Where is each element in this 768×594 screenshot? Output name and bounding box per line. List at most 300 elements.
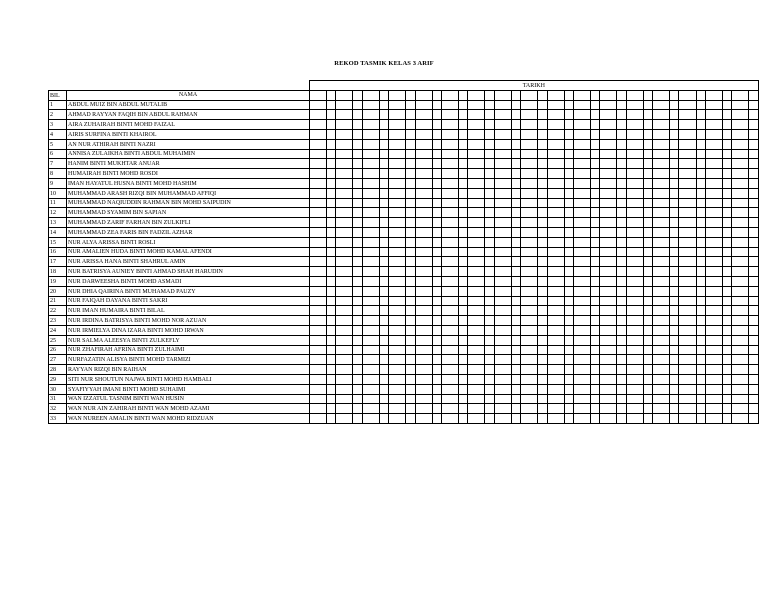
- tasmik-cell[interactable]: [670, 345, 679, 355]
- tasmik-cell[interactable]: [327, 208, 336, 218]
- tasmik-cell[interactable]: [538, 355, 547, 365]
- tasmik-cell[interactable]: [379, 159, 388, 169]
- tasmik-cell[interactable]: [573, 335, 590, 345]
- tasmik-cell[interactable]: [511, 414, 520, 424]
- tasmik-cell[interactable]: [441, 257, 458, 267]
- tasmik-cell[interactable]: [617, 355, 626, 365]
- tasmik-cell[interactable]: [564, 208, 573, 218]
- tasmik-cell[interactable]: [749, 394, 758, 404]
- tasmik-cell[interactable]: [511, 325, 520, 335]
- tasmik-cell[interactable]: [432, 227, 441, 237]
- tasmik-cell[interactable]: [722, 208, 731, 218]
- tasmik-cell[interactable]: [415, 365, 432, 375]
- tasmik-cell[interactable]: [626, 208, 643, 218]
- tasmik-cell[interactable]: [511, 345, 520, 355]
- tasmik-cell[interactable]: [415, 188, 432, 198]
- tasmik-cell[interactable]: [432, 149, 441, 159]
- tasmik-cell[interactable]: [310, 247, 327, 257]
- tasmik-cell[interactable]: [591, 129, 600, 139]
- date-cell[interactable]: [670, 90, 679, 100]
- tasmik-cell[interactable]: [379, 227, 388, 237]
- tasmik-cell[interactable]: [749, 100, 758, 110]
- tasmik-cell[interactable]: [573, 257, 590, 267]
- tasmik-cell[interactable]: [564, 267, 573, 277]
- tasmik-cell[interactable]: [468, 247, 485, 257]
- tasmik-cell[interactable]: [679, 365, 696, 375]
- tasmik-cell[interactable]: [696, 316, 705, 326]
- tasmik-cell[interactable]: [653, 296, 670, 306]
- tasmik-cell[interactable]: [670, 267, 679, 277]
- tasmik-cell[interactable]: [732, 139, 749, 149]
- tasmik-cell[interactable]: [749, 188, 758, 198]
- tasmik-cell[interactable]: [362, 120, 379, 130]
- tasmik-cell[interactable]: [336, 267, 353, 277]
- tasmik-cell[interactable]: [696, 306, 705, 316]
- tasmik-cell[interactable]: [362, 110, 379, 120]
- tasmik-cell[interactable]: [670, 404, 679, 414]
- tasmik-cell[interactable]: [432, 257, 441, 267]
- tasmik-cell[interactable]: [336, 149, 353, 159]
- tasmik-cell[interactable]: [521, 110, 538, 120]
- tasmik-cell[interactable]: [415, 129, 432, 139]
- tasmik-cell[interactable]: [696, 188, 705, 198]
- tasmik-cell[interactable]: [600, 374, 617, 384]
- tasmik-cell[interactable]: [732, 159, 749, 169]
- tasmik-cell[interactable]: [643, 129, 652, 139]
- tasmik-cell[interactable]: [653, 414, 670, 424]
- tasmik-cell[interactable]: [353, 139, 362, 149]
- tasmik-cell[interactable]: [670, 188, 679, 198]
- tasmik-cell[interactable]: [336, 345, 353, 355]
- tasmik-cell[interactable]: [643, 267, 652, 277]
- tasmik-cell[interactable]: [494, 276, 511, 286]
- tasmik-cell[interactable]: [547, 100, 564, 110]
- tasmik-cell[interactable]: [643, 169, 652, 179]
- tasmik-cell[interactable]: [564, 100, 573, 110]
- tasmik-cell[interactable]: [573, 394, 590, 404]
- tasmik-cell[interactable]: [310, 257, 327, 267]
- tasmik-cell[interactable]: [617, 227, 626, 237]
- tasmik-cell[interactable]: [670, 335, 679, 345]
- tasmik-cell[interactable]: [468, 139, 485, 149]
- tasmik-cell[interactable]: [617, 257, 626, 267]
- tasmik-cell[interactable]: [617, 404, 626, 414]
- tasmik-cell[interactable]: [732, 100, 749, 110]
- tasmik-cell[interactable]: [494, 316, 511, 326]
- tasmik-cell[interactable]: [494, 208, 511, 218]
- tasmik-cell[interactable]: [406, 169, 415, 179]
- tasmik-cell[interactable]: [336, 316, 353, 326]
- tasmik-cell[interactable]: [538, 159, 547, 169]
- tasmik-cell[interactable]: [564, 325, 573, 335]
- tasmik-cell[interactable]: [722, 257, 731, 267]
- tasmik-cell[interactable]: [705, 345, 722, 355]
- tasmik-cell[interactable]: [749, 208, 758, 218]
- date-cell[interactable]: [600, 90, 617, 100]
- tasmik-cell[interactable]: [336, 355, 353, 365]
- tasmik-cell[interactable]: [521, 404, 538, 414]
- tasmik-cell[interactable]: [670, 208, 679, 218]
- tasmik-cell[interactable]: [696, 276, 705, 286]
- tasmik-cell[interactable]: [327, 335, 336, 345]
- tasmik-cell[interactable]: [538, 188, 547, 198]
- tasmik-cell[interactable]: [600, 345, 617, 355]
- tasmik-cell[interactable]: [379, 384, 388, 394]
- tasmik-cell[interactable]: [432, 218, 441, 228]
- tasmik-cell[interactable]: [749, 267, 758, 277]
- tasmik-cell[interactable]: [415, 345, 432, 355]
- tasmik-cell[interactable]: [511, 139, 520, 149]
- tasmik-cell[interactable]: [441, 355, 458, 365]
- tasmik-cell[interactable]: [441, 414, 458, 424]
- tasmik-cell[interactable]: [511, 227, 520, 237]
- tasmik-cell[interactable]: [336, 276, 353, 286]
- tasmik-cell[interactable]: [485, 139, 494, 149]
- tasmik-cell[interactable]: [327, 129, 336, 139]
- tasmik-cell[interactable]: [600, 296, 617, 306]
- tasmik-cell[interactable]: [749, 129, 758, 139]
- tasmik-cell[interactable]: [432, 188, 441, 198]
- tasmik-cell[interactable]: [600, 139, 617, 149]
- tasmik-cell[interactable]: [626, 296, 643, 306]
- tasmik-cell[interactable]: [521, 188, 538, 198]
- tasmik-cell[interactable]: [336, 247, 353, 257]
- tasmik-cell[interactable]: [485, 100, 494, 110]
- tasmik-cell[interactable]: [485, 286, 494, 296]
- tasmik-cell[interactable]: [336, 188, 353, 198]
- tasmik-cell[interactable]: [353, 316, 362, 326]
- tasmik-cell[interactable]: [547, 139, 564, 149]
- tasmik-cell[interactable]: [406, 374, 415, 384]
- tasmik-cell[interactable]: [670, 149, 679, 159]
- tasmik-cell[interactable]: [538, 178, 547, 188]
- tasmik-cell[interactable]: [573, 296, 590, 306]
- tasmik-cell[interactable]: [511, 365, 520, 375]
- tasmik-cell[interactable]: [521, 149, 538, 159]
- tasmik-cell[interactable]: [468, 257, 485, 267]
- tasmik-cell[interactable]: [310, 316, 327, 326]
- tasmik-cell[interactable]: [362, 188, 379, 198]
- tasmik-cell[interactable]: [705, 110, 722, 120]
- tasmik-cell[interactable]: [511, 120, 520, 130]
- tasmik-cell[interactable]: [511, 198, 520, 208]
- tasmik-cell[interactable]: [415, 306, 432, 316]
- tasmik-cell[interactable]: [564, 247, 573, 257]
- tasmik-cell[interactable]: [547, 257, 564, 267]
- tasmik-cell[interactable]: [643, 355, 652, 365]
- tasmik-cell[interactable]: [732, 316, 749, 326]
- tasmik-cell[interactable]: [732, 345, 749, 355]
- tasmik-cell[interactable]: [573, 384, 590, 394]
- tasmik-cell[interactable]: [547, 276, 564, 286]
- tasmik-cell[interactable]: [362, 374, 379, 384]
- tasmik-cell[interactable]: [591, 139, 600, 149]
- tasmik-cell[interactable]: [327, 169, 336, 179]
- tasmik-cell[interactable]: [591, 306, 600, 316]
- tasmik-cell[interactable]: [564, 237, 573, 247]
- tasmik-cell[interactable]: [626, 374, 643, 384]
- tasmik-cell[interactable]: [705, 139, 722, 149]
- tasmik-cell[interactable]: [573, 110, 590, 120]
- tasmik-cell[interactable]: [643, 257, 652, 267]
- tasmik-cell[interactable]: [406, 316, 415, 326]
- tasmik-cell[interactable]: [494, 139, 511, 149]
- tasmik-cell[interactable]: [705, 169, 722, 179]
- tasmik-cell[interactable]: [626, 384, 643, 394]
- tasmik-cell[interactable]: [327, 286, 336, 296]
- tasmik-cell[interactable]: [494, 227, 511, 237]
- tasmik-cell[interactable]: [406, 247, 415, 257]
- tasmik-cell[interactable]: [389, 296, 406, 306]
- tasmik-cell[interactable]: [617, 374, 626, 384]
- tasmik-cell[interactable]: [626, 169, 643, 179]
- tasmik-cell[interactable]: [327, 120, 336, 130]
- tasmik-cell[interactable]: [538, 227, 547, 237]
- tasmik-cell[interactable]: [705, 316, 722, 326]
- tasmik-cell[interactable]: [459, 404, 468, 414]
- tasmik-cell[interactable]: [494, 218, 511, 228]
- tasmik-cell[interactable]: [679, 414, 696, 424]
- tasmik-cell[interactable]: [389, 286, 406, 296]
- tasmik-cell[interactable]: [600, 188, 617, 198]
- tasmik-cell[interactable]: [670, 247, 679, 257]
- tasmik-cell[interactable]: [538, 149, 547, 159]
- tasmik-cell[interactable]: [432, 247, 441, 257]
- tasmik-cell[interactable]: [362, 276, 379, 286]
- tasmik-cell[interactable]: [459, 257, 468, 267]
- tasmik-cell[interactable]: [415, 218, 432, 228]
- tasmik-cell[interactable]: [591, 178, 600, 188]
- tasmik-cell[interactable]: [521, 296, 538, 306]
- tasmik-cell[interactable]: [511, 286, 520, 296]
- tasmik-cell[interactable]: [353, 227, 362, 237]
- tasmik-cell[interactable]: [485, 110, 494, 120]
- date-cell[interactable]: [547, 90, 564, 100]
- tasmik-cell[interactable]: [459, 345, 468, 355]
- tasmik-cell[interactable]: [521, 286, 538, 296]
- tasmik-cell[interactable]: [679, 286, 696, 296]
- tasmik-cell[interactable]: [432, 335, 441, 345]
- tasmik-cell[interactable]: [485, 404, 494, 414]
- tasmik-cell[interactable]: [679, 247, 696, 257]
- tasmik-cell[interactable]: [441, 316, 458, 326]
- tasmik-cell[interactable]: [653, 169, 670, 179]
- tasmik-cell[interactable]: [617, 325, 626, 335]
- tasmik-cell[interactable]: [564, 384, 573, 394]
- tasmik-cell[interactable]: [573, 149, 590, 159]
- tasmik-cell[interactable]: [441, 100, 458, 110]
- tasmik-cell[interactable]: [617, 178, 626, 188]
- tasmik-cell[interactable]: [600, 120, 617, 130]
- tasmik-cell[interactable]: [643, 178, 652, 188]
- tasmik-cell[interactable]: [468, 100, 485, 110]
- tasmik-cell[interactable]: [310, 355, 327, 365]
- tasmik-cell[interactable]: [600, 286, 617, 296]
- tasmik-cell[interactable]: [327, 227, 336, 237]
- tasmik-cell[interactable]: [643, 296, 652, 306]
- tasmik-cell[interactable]: [432, 365, 441, 375]
- date-cell[interactable]: [705, 90, 722, 100]
- tasmik-cell[interactable]: [600, 218, 617, 228]
- tasmik-cell[interactable]: [327, 100, 336, 110]
- tasmik-cell[interactable]: [653, 198, 670, 208]
- tasmik-cell[interactable]: [353, 218, 362, 228]
- tasmik-cell[interactable]: [722, 306, 731, 316]
- tasmik-cell[interactable]: [379, 306, 388, 316]
- tasmik-cell[interactable]: [432, 394, 441, 404]
- tasmik-cell[interactable]: [591, 296, 600, 306]
- tasmik-cell[interactable]: [564, 345, 573, 355]
- tasmik-cell[interactable]: [670, 276, 679, 286]
- tasmik-cell[interactable]: [415, 374, 432, 384]
- date-cell[interactable]: [327, 90, 336, 100]
- tasmik-cell[interactable]: [538, 296, 547, 306]
- tasmik-cell[interactable]: [670, 227, 679, 237]
- tasmik-cell[interactable]: [653, 345, 670, 355]
- tasmik-cell[interactable]: [564, 296, 573, 306]
- tasmik-cell[interactable]: [485, 257, 494, 267]
- tasmik-cell[interactable]: [564, 110, 573, 120]
- tasmik-cell[interactable]: [432, 316, 441, 326]
- tasmik-cell[interactable]: [389, 198, 406, 208]
- tasmik-cell[interactable]: [573, 325, 590, 335]
- tasmik-cell[interactable]: [310, 296, 327, 306]
- tasmik-cell[interactable]: [626, 306, 643, 316]
- tasmik-cell[interactable]: [468, 227, 485, 237]
- tasmik-cell[interactable]: [353, 257, 362, 267]
- tasmik-cell[interactable]: [353, 365, 362, 375]
- tasmik-cell[interactable]: [653, 306, 670, 316]
- tasmik-cell[interactable]: [600, 394, 617, 404]
- date-cell[interactable]: [441, 90, 458, 100]
- tasmik-cell[interactable]: [705, 355, 722, 365]
- tasmik-cell[interactable]: [310, 384, 327, 394]
- tasmik-cell[interactable]: [336, 414, 353, 424]
- tasmik-cell[interactable]: [696, 198, 705, 208]
- tasmik-cell[interactable]: [749, 404, 758, 414]
- tasmik-cell[interactable]: [494, 296, 511, 306]
- tasmik-cell[interactable]: [485, 218, 494, 228]
- tasmik-cell[interactable]: [485, 384, 494, 394]
- tasmik-cell[interactable]: [617, 316, 626, 326]
- tasmik-cell[interactable]: [653, 237, 670, 247]
- tasmik-cell[interactable]: [441, 208, 458, 218]
- date-cell[interactable]: [468, 90, 485, 100]
- tasmik-cell[interactable]: [336, 394, 353, 404]
- tasmik-cell[interactable]: [432, 345, 441, 355]
- tasmik-cell[interactable]: [362, 404, 379, 414]
- tasmik-cell[interactable]: [494, 247, 511, 257]
- tasmik-cell[interactable]: [643, 149, 652, 159]
- tasmik-cell[interactable]: [732, 296, 749, 306]
- tasmik-cell[interactable]: [379, 335, 388, 345]
- tasmik-cell[interactable]: [406, 218, 415, 228]
- tasmik-cell[interactable]: [573, 247, 590, 257]
- tasmik-cell[interactable]: [441, 384, 458, 394]
- tasmik-cell[interactable]: [459, 335, 468, 345]
- tasmik-cell[interactable]: [415, 159, 432, 169]
- tasmik-cell[interactable]: [521, 100, 538, 110]
- tasmik-cell[interactable]: [600, 237, 617, 247]
- tasmik-cell[interactable]: [379, 257, 388, 267]
- tasmik-cell[interactable]: [459, 100, 468, 110]
- tasmik-cell[interactable]: [389, 149, 406, 159]
- tasmik-cell[interactable]: [362, 306, 379, 316]
- tasmik-cell[interactable]: [600, 247, 617, 257]
- tasmik-cell[interactable]: [310, 159, 327, 169]
- tasmik-cell[interactable]: [459, 139, 468, 149]
- tasmik-cell[interactable]: [336, 227, 353, 237]
- tasmik-cell[interactable]: [653, 159, 670, 169]
- tasmik-cell[interactable]: [511, 178, 520, 188]
- tasmik-cell[interactable]: [511, 267, 520, 277]
- tasmik-cell[interactable]: [415, 355, 432, 365]
- tasmik-cell[interactable]: [521, 208, 538, 218]
- tasmik-cell[interactable]: [600, 335, 617, 345]
- tasmik-cell[interactable]: [362, 296, 379, 306]
- tasmik-cell[interactable]: [362, 218, 379, 228]
- tasmik-cell[interactable]: [406, 257, 415, 267]
- tasmik-cell[interactable]: [705, 178, 722, 188]
- tasmik-cell[interactable]: [415, 100, 432, 110]
- tasmik-cell[interactable]: [415, 237, 432, 247]
- tasmik-cell[interactable]: [406, 365, 415, 375]
- tasmik-cell[interactable]: [353, 335, 362, 345]
- tasmik-cell[interactable]: [362, 208, 379, 218]
- date-cell[interactable]: [511, 90, 520, 100]
- tasmik-cell[interactable]: [353, 100, 362, 110]
- tasmik-cell[interactable]: [705, 120, 722, 130]
- tasmik-cell[interactable]: [626, 198, 643, 208]
- tasmik-cell[interactable]: [362, 159, 379, 169]
- tasmik-cell[interactable]: [749, 218, 758, 228]
- tasmik-cell[interactable]: [511, 276, 520, 286]
- tasmik-cell[interactable]: [679, 218, 696, 228]
- tasmik-cell[interactable]: [485, 306, 494, 316]
- tasmik-cell[interactable]: [389, 374, 406, 384]
- tasmik-cell[interactable]: [432, 296, 441, 306]
- tasmik-cell[interactable]: [705, 149, 722, 159]
- tasmik-cell[interactable]: [591, 276, 600, 286]
- tasmik-cell[interactable]: [310, 198, 327, 208]
- tasmik-cell[interactable]: [547, 169, 564, 179]
- tasmik-cell[interactable]: [670, 355, 679, 365]
- tasmik-cell[interactable]: [643, 110, 652, 120]
- tasmik-cell[interactable]: [643, 100, 652, 110]
- tasmik-cell[interactable]: [459, 247, 468, 257]
- tasmik-cell[interactable]: [336, 404, 353, 414]
- tasmik-cell[interactable]: [494, 159, 511, 169]
- tasmik-cell[interactable]: [468, 374, 485, 384]
- tasmik-cell[interactable]: [538, 316, 547, 326]
- tasmik-cell[interactable]: [336, 374, 353, 384]
- tasmik-cell[interactable]: [310, 286, 327, 296]
- tasmik-cell[interactable]: [705, 404, 722, 414]
- tasmik-cell[interactable]: [749, 169, 758, 179]
- tasmik-cell[interactable]: [485, 198, 494, 208]
- tasmik-cell[interactable]: [679, 120, 696, 130]
- tasmik-cell[interactable]: [441, 227, 458, 237]
- tasmik-cell[interactable]: [617, 237, 626, 247]
- date-cell[interactable]: [521, 90, 538, 100]
- tasmik-cell[interactable]: [626, 345, 643, 355]
- date-cell[interactable]: [389, 90, 406, 100]
- tasmik-cell[interactable]: [521, 218, 538, 228]
- tasmik-cell[interactable]: [485, 267, 494, 277]
- tasmik-cell[interactable]: [310, 149, 327, 159]
- tasmik-cell[interactable]: [617, 110, 626, 120]
- tasmik-cell[interactable]: [722, 247, 731, 257]
